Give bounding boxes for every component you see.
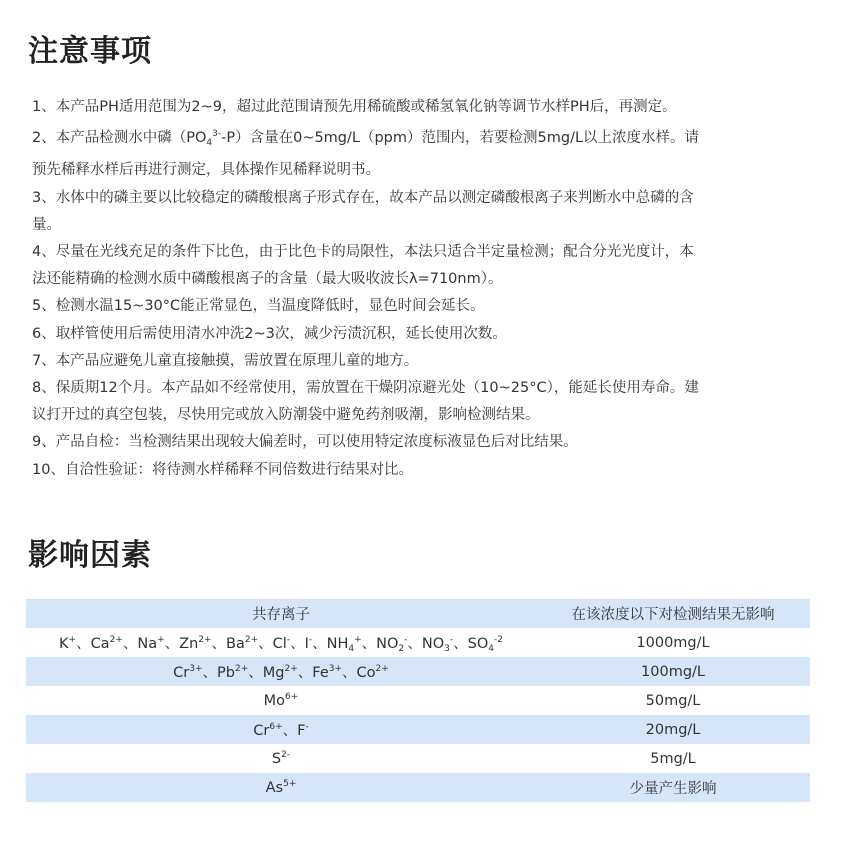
ion-subscript: 4 (348, 643, 355, 654)
ion-symbol: Mo (263, 693, 286, 709)
ion-subscript: 2 (398, 643, 405, 654)
ion-symbol: Mg (262, 665, 285, 681)
ion-symbol: Na (137, 635, 158, 652)
ion-symbol: Co (356, 665, 376, 681)
ion-charge: - (404, 634, 408, 645)
ion-formula (357, 665, 389, 681)
ion-symbol: K (59, 635, 69, 652)
notice-item: 5、检测水温15~30°C能正常显色，当温度降低时，显色时间会延长。 (32, 298, 485, 315)
ion-symbol: I (304, 635, 309, 652)
ion-charge: + (354, 634, 362, 645)
ion-charge: 5+ (283, 779, 297, 789)
ion-formula (179, 636, 211, 652)
ion-subscript: 3 (444, 643, 450, 654)
ion-cell (26, 686, 536, 715)
ion-symbol: Pb (217, 665, 235, 681)
ion-symbol: Ba (226, 635, 245, 652)
ion-symbol: As (265, 780, 284, 796)
ion-separator: 、 (297, 665, 313, 681)
table-row (26, 686, 810, 715)
table-row (26, 744, 810, 773)
ion-separator: 、 (453, 635, 468, 652)
ion-charge: 6+ (285, 692, 299, 702)
ion-formula (376, 636, 407, 652)
ion-symbol: NO (421, 635, 445, 652)
factors-title: 影响因素 (28, 538, 152, 573)
notice-item: 8、保质期12个月。本产品如不经常使用，需放置在干燥阴凉避光处（10~25°C），能延长使用寿命。建 (32, 380, 699, 397)
ion-separator: 、 (164, 635, 180, 652)
table-body (26, 628, 810, 802)
ion-formula (312, 665, 342, 681)
ion-symbol: F (297, 723, 306, 739)
limit-cell: 少量产生影响 (536, 773, 810, 802)
ion-separator: 、 (342, 665, 357, 681)
notice-item: 3、水体中的磷主要以比较稳定的磷酸根离子形式存在，故本产品以测定磷酸根离子来判断水中总磷的含 (32, 189, 694, 206)
ion-separator: 、 (290, 635, 305, 652)
ion-symbol: Cr (253, 723, 270, 739)
ion-charge: 3+ (328, 664, 343, 674)
ion-symbol: Zn (179, 635, 199, 652)
ion-formula (272, 751, 290, 767)
notice-item-2-text-end: -P）含量在0~5mg/L（ppm）范围内，若要检测5mg/L以上浓度水样。请 (221, 130, 700, 147)
ion-charge: 2+ (284, 664, 298, 674)
notice-item: 4、尽量在光线充足的条件下比色，由于比色卡的局限性，本法只适合半定量检测；配合分光光度计，本 (32, 244, 694, 261)
ion-separator: 、 (248, 665, 263, 681)
ion-symbol: Ca (90, 635, 110, 652)
ion-formula (137, 636, 164, 652)
ion-separator: 、 (312, 635, 327, 652)
ion-symbol: Cl (272, 635, 287, 652)
ion-charge: + (157, 634, 165, 645)
notice-item: 议打开过的真空包装，尽快用完或放入防潮袋中避免药剂吸潮，影响检测结果。 (32, 407, 540, 424)
ion-formula (253, 723, 282, 739)
notice-title: 注意事项 (28, 34, 152, 69)
ion-formula (327, 636, 362, 652)
ion-symbol: NH (326, 635, 349, 652)
limit-cell: 100mg/L (536, 657, 810, 686)
ion-charge: - (308, 634, 313, 645)
table-row (26, 715, 810, 744)
table-header-row (26, 599, 810, 628)
ion-charge: -2 (494, 634, 503, 645)
notice-list (32, 94, 832, 484)
ion-charge: 2+ (109, 634, 123, 645)
ion-formula (59, 636, 76, 652)
ion-formula (226, 636, 258, 652)
notice-item: 6、取样管使用后需使用清水冲洗2~3次，减少污渍沉积，延长使用次数。 (32, 325, 507, 342)
notice-item: 10、自洽性验证：将待测水样稀释不同倍数进行结果对比。 (32, 461, 413, 478)
ion-separator: 、 (282, 723, 298, 739)
ion-formula (264, 693, 299, 709)
table-row (26, 773, 810, 802)
ion-formula (217, 665, 248, 681)
ion-charge: + (68, 634, 77, 645)
ion-separator: 、 (76, 635, 91, 652)
ion-separator: 、 (122, 635, 138, 652)
ion-charge: 6+ (269, 722, 283, 732)
ion-symbol: SO (467, 635, 489, 652)
ion-charge: 2+ (198, 634, 212, 645)
table-header-limit: 在该浓度以下对检测结果无影响 (536, 599, 810, 628)
ion-formula (468, 636, 503, 652)
limit-cell: 1000mg/L (536, 628, 810, 657)
ion-cell (26, 744, 536, 773)
ion-formula (297, 723, 309, 739)
notice-item: 9、产品自检：当检测结果出现较大偏差时，可以使用特定浓度标液显色后对比结果。 (32, 434, 578, 451)
limit-cell: 50mg/L (536, 686, 810, 715)
notice-item: 预先稀释水样后再进行测定，具体操作见稀释说明书。 (32, 162, 380, 179)
ion-cell (26, 773, 536, 802)
ion-separator: 、 (258, 635, 273, 652)
ion-subscript: 4 (488, 643, 494, 654)
ion-charge: 2+ (375, 664, 389, 674)
ion-separator: 、 (202, 665, 218, 681)
limit-cell: 5mg/L (536, 744, 810, 773)
ion-symbol: NO (376, 635, 399, 652)
ion-charge: 2- (281, 750, 291, 760)
ion-symbol: Cr (173, 665, 190, 681)
table-header-ions: 共存离子 (26, 599, 536, 628)
table-row (26, 628, 810, 657)
ion-symbol: Fe (312, 665, 329, 681)
notice-item: 7、本产品应避免儿童直接触摸，需放置在原理儿童的地方。 (32, 352, 419, 369)
ion-formula (305, 636, 313, 652)
notice-item: 1、本产品PH适用范围为2~9，超过此范围请预先用稀硫酸或稀氢氧化钠等调节水样PH后，再测定。 (32, 99, 677, 115)
ion-formula (91, 636, 123, 652)
ion-formula (266, 780, 297, 796)
ion-charge: 2+ (235, 664, 249, 674)
notice-item: 量。 (32, 216, 61, 233)
notice-item: 法还能精确的检测水质中磷酸根离子的含量（最大吸收波长λ=710nm）。 (32, 271, 503, 288)
notice-item-2-superscript: 3- (212, 129, 222, 140)
ion-separator: 、 (211, 635, 227, 652)
ion-separator: 、 (361, 635, 377, 652)
ion-separator: 、 (407, 635, 422, 652)
notice-item-2-subscript: 4 (206, 138, 213, 149)
notice-item-2-text: 2、本产品检测水中磷（PO (32, 130, 207, 147)
ion-formula (273, 636, 290, 652)
factors-table (26, 599, 810, 802)
ion-cell (26, 715, 536, 744)
ion-symbol: S (271, 751, 282, 767)
ion-charge: 3+ (189, 664, 203, 674)
notice-item (32, 121, 832, 157)
ion-charge: - (305, 722, 309, 732)
ion-formula (422, 636, 453, 652)
ion-cell (26, 628, 536, 657)
ion-charge: - (286, 634, 291, 645)
ion-charge: 2+ (244, 634, 259, 645)
ion-formula (263, 665, 298, 681)
ion-formula (173, 665, 202, 681)
ion-cell (26, 657, 536, 686)
ion-charge: - (449, 634, 454, 645)
table-row (26, 657, 810, 686)
limit-cell: 20mg/L (536, 715, 810, 744)
